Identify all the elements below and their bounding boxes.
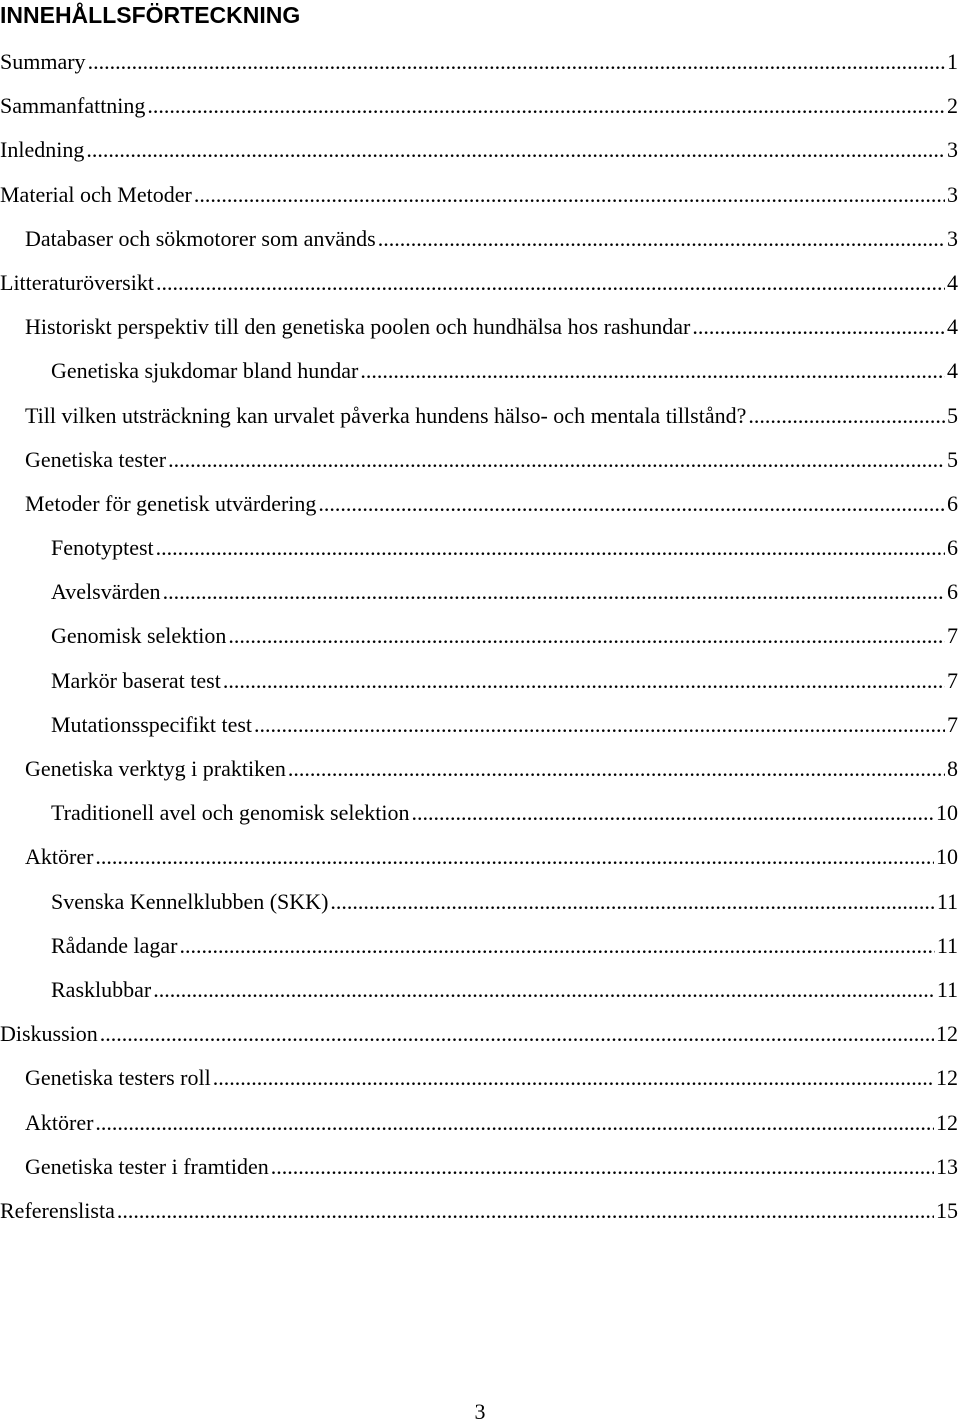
toc-entry[interactable]: [0, 305, 960, 349]
dot-leader: [88, 40, 945, 84]
toc-entry[interactable]: [0, 1101, 960, 1145]
toc-entry-title: Fenotyptest: [51, 535, 154, 561]
dot-leader: [411, 791, 934, 835]
toc-entry-page: 6: [947, 579, 958, 605]
dot-leader: [156, 526, 945, 570]
toc-entry-title: Diskussion: [0, 1021, 98, 1047]
dot-leader: [330, 880, 934, 924]
toc-entry[interactable]: [0, 438, 960, 482]
dot-leader: [254, 703, 945, 747]
toc-entry[interactable]: [0, 791, 960, 835]
dot-leader: [748, 394, 945, 438]
dot-leader: [213, 1056, 934, 1100]
toc-entry-title: Sammanfattning: [0, 93, 146, 119]
dot-leader: [228, 614, 945, 658]
toc-entry-title: Databaser och sökmotorer som används: [25, 225, 376, 251]
dot-leader: [156, 261, 945, 305]
toc-entry-page: 7: [947, 711, 958, 737]
page-number: 3: [474, 1399, 486, 1424]
dot-leader: [100, 1012, 934, 1056]
toc-entry-title: Material och Metoder: [0, 181, 192, 207]
toc-entry-title: Genomisk selektion: [51, 623, 227, 649]
toc-entry-page: 11: [936, 888, 958, 914]
toc-entry-page: 10: [936, 844, 958, 870]
dot-leader: [117, 1189, 934, 1233]
toc-entry-title: Till vilken utsträckning kan urvalet påverka hundens hälso- och mentala tillstånd?: [25, 402, 747, 428]
toc-entry[interactable]: [0, 614, 960, 658]
dot-leader: [318, 482, 945, 526]
toc-entry-title: Avelsvärden: [51, 579, 161, 605]
toc-entry[interactable]: [0, 526, 960, 570]
dot-leader: [95, 1101, 934, 1145]
toc-entry-title: Summary: [0, 49, 86, 74]
toc-entry-page: 3: [947, 225, 958, 251]
toc-entry-title: Genetiska tester i framtiden: [25, 1153, 269, 1179]
toc-entry-title: Metoder för genetisk utvärdering: [25, 490, 317, 516]
toc-entry[interactable]: [0, 880, 960, 924]
toc-entry-page: 12: [936, 1021, 958, 1047]
toc-entry[interactable]: [0, 482, 960, 526]
toc-entry-page: 15: [936, 1197, 958, 1223]
toc-entry[interactable]: [0, 968, 960, 1012]
toc-entry-page: 5: [947, 446, 958, 472]
toc-entry-title: Genetiska testers roll: [25, 1065, 211, 1091]
toc-entry-page: 6: [947, 535, 958, 561]
toc-entry-title: Genetiska tester: [25, 446, 167, 472]
toc-entry-page: 4: [947, 269, 958, 295]
toc-entry-page: 5: [947, 402, 958, 428]
toc-entry-title: Historiskt perspektiv till den genetiska poolen och hundhälsa hos rashundar: [25, 314, 691, 340]
toc-entry-page: 3: [947, 137, 958, 163]
toc-entry[interactable]: [0, 394, 960, 438]
dot-leader: [179, 924, 934, 968]
toc-entry-page: 6: [947, 490, 958, 516]
toc-entry-title: Aktörer: [25, 1109, 94, 1135]
dot-leader: [168, 438, 945, 482]
toc-entry-page: 10: [936, 800, 958, 826]
toc-entry-title: Mutationsspecifikt test: [51, 711, 253, 737]
toc-entry-title: Rådande lagar: [51, 932, 178, 958]
dot-leader: [86, 128, 945, 172]
toc-entry-title: Traditionell avel och genomisk selektion: [51, 800, 410, 826]
toc-entry-title: Inledning: [0, 137, 85, 163]
dot-leader: [163, 570, 945, 614]
dot-leader: [223, 659, 945, 703]
dot-leader: [360, 349, 945, 393]
toc-entry-title: Genetiska sjukdomar bland hundar: [51, 358, 359, 384]
toc-entry-title: Genetiska verktyg i praktiken: [25, 756, 286, 781]
toc-entry-page: 12: [936, 1065, 958, 1091]
toc-entry[interactable]: [0, 349, 960, 393]
dot-leader: [378, 217, 945, 261]
toc-entry[interactable]: [0, 1012, 960, 1056]
toc-entry[interactable]: [0, 1145, 960, 1189]
toc-entry[interactable]: [0, 1056, 960, 1100]
toc-entry[interactable]: [0, 84, 960, 128]
toc-entry[interactable]: [0, 924, 960, 968]
toc-entry[interactable]: [0, 659, 960, 703]
toc-entry-page: 12: [936, 1109, 958, 1135]
toc-entry[interactable]: [0, 1189, 960, 1233]
toc-entry-title: Svenska Kennelklubben (SKK): [51, 888, 329, 914]
toc-entry[interactable]: [0, 173, 960, 217]
toc-entry-page: 8: [947, 756, 958, 781]
dot-leader: [95, 835, 934, 879]
toc-entry[interactable]: [0, 747, 960, 791]
dot-leader: [288, 747, 945, 791]
toc-entry-title: Rasklubbar: [51, 976, 152, 1002]
dot-leader: [194, 173, 945, 217]
toc-entry-page: 13: [936, 1153, 958, 1179]
toc-entry[interactable]: [0, 128, 960, 172]
toc-entry[interactable]: [0, 570, 960, 614]
dot-leader: [271, 1145, 934, 1189]
toc-entry[interactable]: [0, 40, 960, 84]
toc-entry-page: 1: [947, 49, 958, 74]
toc-entry-page: 7: [947, 667, 958, 693]
toc-entry-title: Aktörer: [25, 844, 94, 870]
toc-entry-title: Litteraturöversikt: [0, 269, 154, 295]
toc-entry-page: 7: [947, 623, 958, 649]
toc-entry[interactable]: [0, 703, 960, 747]
toc-entry-title: Markör baserat test: [51, 667, 221, 693]
toc-entry-page: 4: [947, 358, 958, 384]
toc-list: [0, 40, 960, 1233]
toc-entry-page: 3: [947, 181, 958, 207]
toc-entry-page: 11: [936, 932, 958, 958]
toc-entry-page: 4: [947, 314, 958, 340]
toc-entry[interactable]: [0, 835, 960, 879]
toc-entry-title: Referenslista: [0, 1197, 115, 1223]
dot-leader: [153, 968, 935, 1012]
toc-heading: INNEHÅLLSFÖRTECKNING: [0, 2, 301, 28]
dot-leader: [692, 305, 945, 349]
toc-entry[interactable]: [0, 217, 960, 261]
dot-leader: [147, 84, 945, 128]
toc-entry-page: 2: [947, 93, 958, 119]
toc-entry-page: 11: [936, 976, 958, 1002]
toc-entry[interactable]: [0, 261, 960, 305]
